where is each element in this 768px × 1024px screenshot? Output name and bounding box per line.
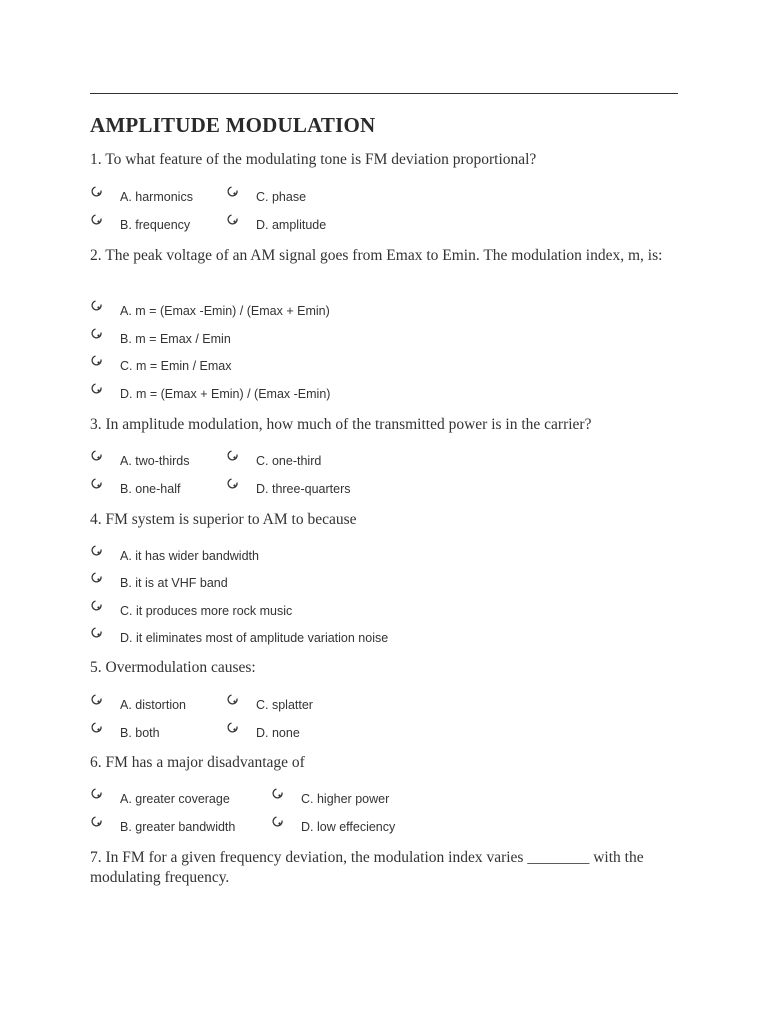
page-title: AMPLITUDE MODULATION bbox=[90, 113, 376, 137]
radio-button-icon[interactable] bbox=[226, 184, 240, 198]
radio-button-icon[interactable] bbox=[90, 298, 104, 312]
radio-button-icon[interactable] bbox=[90, 476, 104, 490]
radio-button-icon[interactable] bbox=[90, 814, 104, 828]
radio-button-icon[interactable] bbox=[271, 786, 285, 800]
radio-button-icon[interactable] bbox=[90, 448, 104, 462]
radio-button-icon[interactable] bbox=[90, 786, 104, 800]
radio-button-icon[interactable] bbox=[226, 692, 240, 706]
radio-button-icon[interactable] bbox=[226, 448, 240, 462]
radio-button-icon[interactable] bbox=[90, 720, 104, 734]
question-1: 1. To what feature of the modulating tone is FM deviation proportional? bbox=[90, 151, 537, 168]
radio-button-icon[interactable] bbox=[90, 353, 104, 367]
question-5: 5. Overmodulation causes: bbox=[90, 659, 256, 676]
question-6: 6. FM has a major disadvantage of bbox=[90, 754, 305, 771]
radio-button-icon[interactable] bbox=[90, 570, 104, 584]
document-page: AMPLITUDE MODULATION 1. To what feature of the modulating tone is FM deviation proportional? A. harmonics B. frequency C. phase D. amplitude 2. The peak voltage of an AM signal goes from Emax to Emin. The modulation index, m, is: A. m = (Emax -Emin) / (Emax + Emin) B. m = Emax / Emin C. m = Emin / Emax D. m = (Emax + Emin) / (Emax -Emin) 3. In amplitude modulation, how much of the transmitted power is in the carrier? A. two-thirds B. one-half C. one-third D. three-quarters 4. FM system is superior to AM to because A. it has wider bandwidth B. it is at VHF band C. it produces more rock music D. it eliminates most of amplitude variation noise 5. Overmodulation causes: A. distortion B. both C. splatter D. none 6. FM has a major disadvantage of A. greater coverage B. greater bandwidth C. higher power D. low effeciency 7. In FM for a given frequency deviation, the modulation index varies ________ with the modulating frequency. bbox=[0, 0, 768, 1024]
question-3: 3. In amplitude modulation, how much of the transmitted power is in the carrier? bbox=[90, 416, 592, 433]
radio-button-icon[interactable] bbox=[271, 814, 285, 828]
top-rule bbox=[90, 93, 678, 94]
radio-button-icon[interactable] bbox=[90, 212, 104, 226]
radio-button-icon[interactable] bbox=[226, 720, 240, 734]
radio-button-icon[interactable] bbox=[90, 625, 104, 639]
question-7: 7. In FM for a given frequency deviation, the modulation index varies ________ with the modulating frequency. bbox=[90, 849, 644, 886]
radio-button-icon[interactable] bbox=[90, 543, 104, 557]
question-4: 4. FM system is superior to AM to because bbox=[90, 511, 357, 528]
radio-button-icon[interactable] bbox=[226, 212, 240, 226]
radio-button-icon[interactable] bbox=[90, 598, 104, 612]
radio-button-icon[interactable] bbox=[90, 326, 104, 340]
radio-button-icon[interactable] bbox=[90, 381, 104, 395]
radio-button-icon[interactable] bbox=[226, 476, 240, 490]
question-2: 2. The peak voltage of an AM signal goes from Emax to Emin. The modulation index, m, is: bbox=[90, 247, 663, 264]
radio-button-icon[interactable] bbox=[90, 692, 104, 706]
radio-button-icon[interactable] bbox=[90, 184, 104, 198]
